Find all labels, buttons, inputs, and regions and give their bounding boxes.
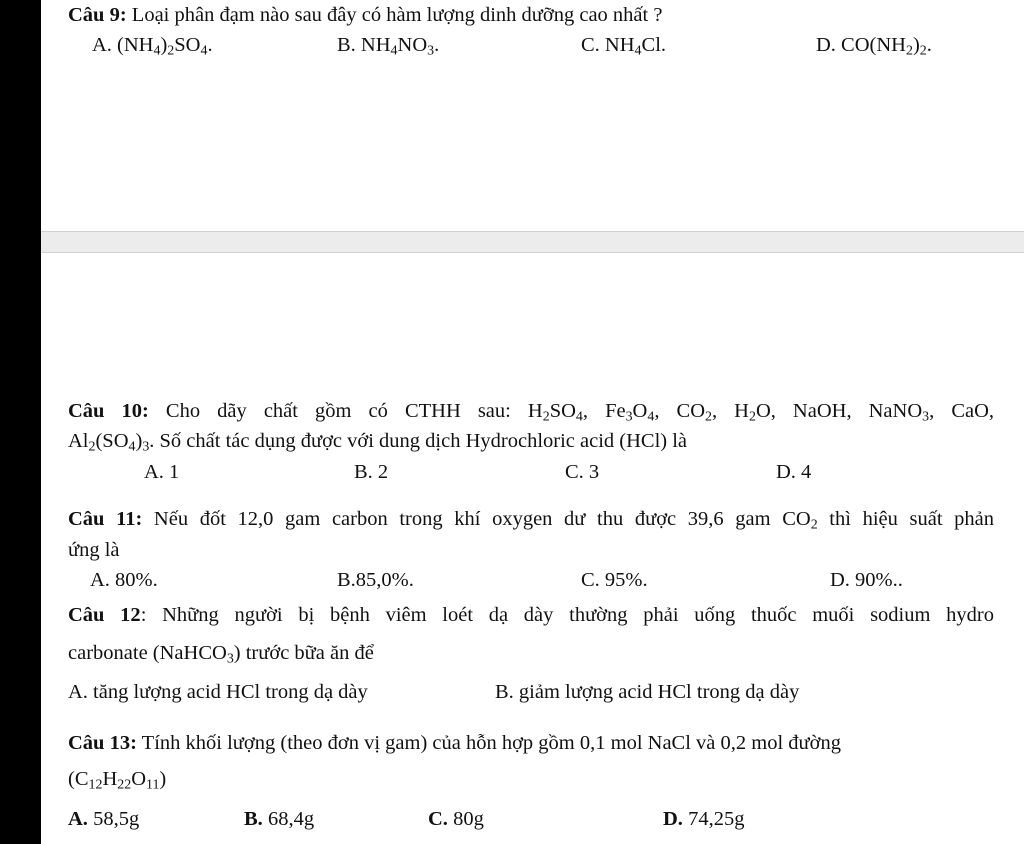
q13-option-c: C. 80g: [428, 808, 484, 830]
left-black-bar: [0, 0, 41, 844]
q13-option-a: A. 58,5g: [68, 808, 140, 830]
q12-option-b: B. giảm lượng acid HCl trong dạ dày: [495, 681, 800, 703]
q11-option-c: C. 95%.: [581, 569, 648, 591]
question-9-label: Câu 9:: [68, 4, 127, 26]
page-divider: [41, 231, 1024, 253]
question-10-line-2: $Al_2(SO_4)_3$. Số chất tác dụng được với dung dịch Hydrochloric acid (HCl) là: [68, 430, 688, 455]
q9-option-a: A. $(NH_4)_2SO_4$.: [92, 34, 213, 59]
q10-option-c: C. 3: [565, 461, 600, 483]
question-13-label: Câu 13:: [68, 732, 137, 754]
question-9: [68, 2, 662, 28]
q11-option-b: B.85,0%.: [337, 569, 414, 591]
question-10: Câu 10: Cho dãy chất gồm có CTHH sau: $H_2SO_4$, $Fe_3O_4$, $CO_2$, $H_2O$, NaOH, NaNO$_3$, CaO,: [68, 400, 995, 425]
question-11-label: Câu 11:: [68, 508, 143, 530]
question-13-formula: $(C_{12}H_{22}O_{11})$: [68, 768, 167, 793]
q13-option-b: B. 68,4g: [244, 808, 315, 830]
question-12-label: Câu 12: [68, 604, 141, 626]
q9-option-c: C. $NH_4Cl$.: [581, 34, 667, 59]
question-11-line-2: ứng là: [68, 539, 120, 561]
question-9-text: Loại phân đạm nào sau đây có hàm lượng dinh dưỡng cao nhất ?: [126, 4, 663, 26]
q13-option-d: D. 74,25g: [663, 808, 745, 830]
question-12-line-2: carbonate (NaHCO$_3$) trước bữa ăn để: [68, 642, 374, 667]
q12-option-a: A. tăng lượng acid HCl trong dạ dày: [68, 681, 368, 703]
question-10-label: Câu 10:: [68, 400, 149, 422]
q10-option-d: D. 4: [776, 461, 812, 483]
q11-option-a: A. 80%.: [90, 569, 158, 591]
q9-option-d: D. $CO(NH_2)_2$.: [816, 34, 932, 59]
q10-option-b: B. 2: [354, 461, 389, 483]
q10-option-a: A. 1: [144, 461, 180, 483]
question-13: Câu 13: Tính khối lượng (theo đơn vị gam) của hỗn hợp gồm 0,1 mol NaCl và 0,2 mol đường: [68, 732, 841, 754]
q9-option-b: B. $NH_4NO_3$.: [337, 34, 440, 59]
question-11: Câu 11: Nếu đốt 12,0 gam carbon trong khí oxygen dư thu được 39,6 gam $CO_2$ thì hiệu suất phản: [68, 508, 994, 533]
q11-option-d: D. 90%..: [830, 569, 903, 591]
question-12: Câu 12: Những người bị bệnh viêm loét dạ dày thường phải uống thuốc muối sodium hydro: [68, 604, 994, 626]
